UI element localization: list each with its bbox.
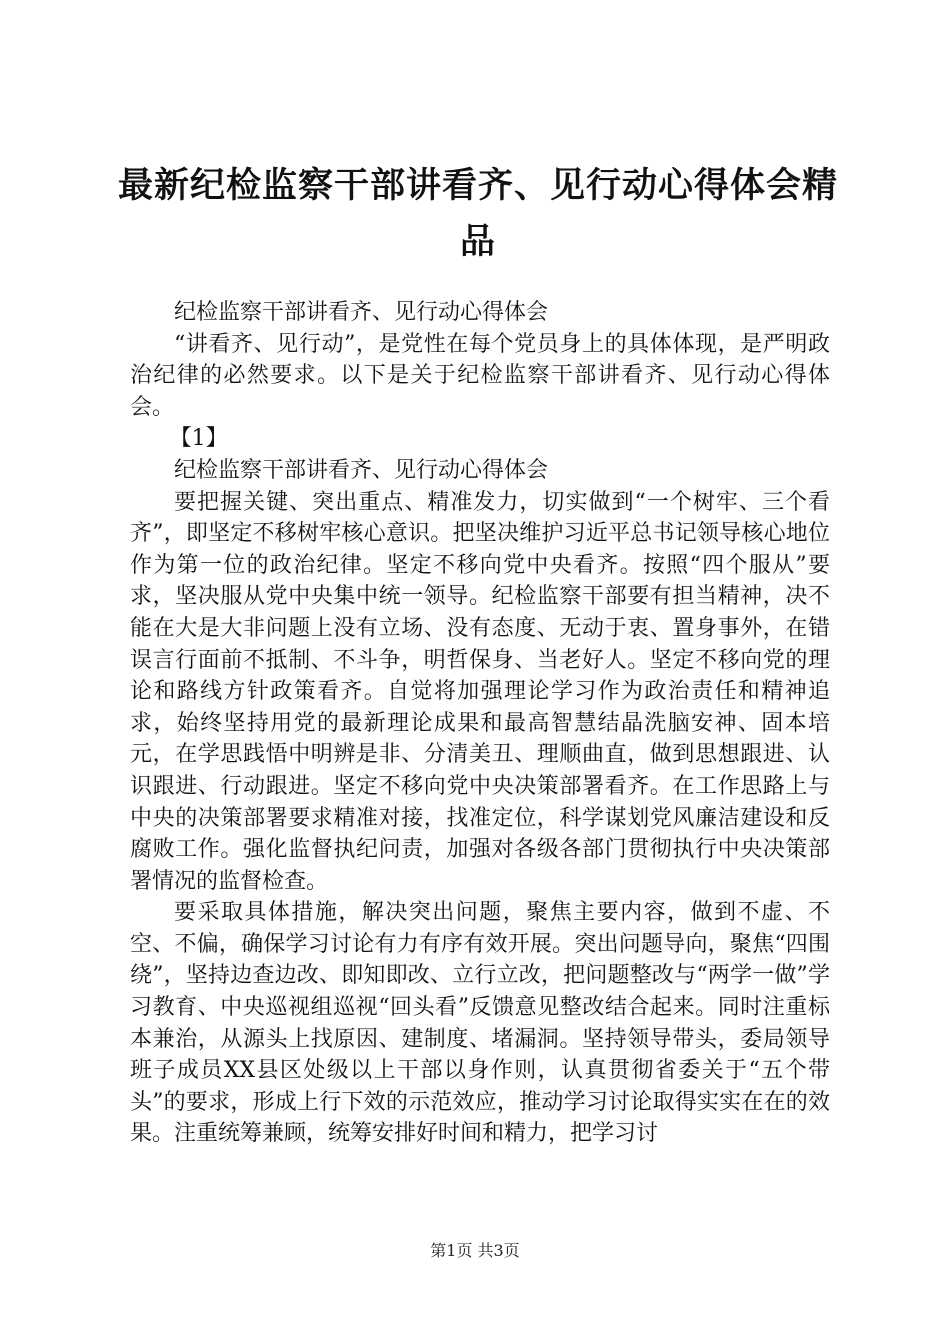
document-body: [130, 297, 830, 1150]
document-title: 最新纪检监察干部讲看齐、见行动心得体会精品: [118, 166, 839, 262]
intro-paragraph: “讲看齐、见行动”，是党性在每个党员身上的具体体现，是严明政治纪律的必然要求。以下是关于纪检监察干部讲看齐、见行动心得体会。: [130, 331, 830, 420]
subtitle-paragraph: 纪检监察干部讲看齐、见行动心得体会: [174, 300, 549, 325]
body-paragraph: 要采取具体措施，解决突出问题，聚焦主要内容，做到不虚、不空、不偏，确保学习讨论有力有序有效开展。突出问题导向，聚焦“四围绕”，坚持边查边改、即知即改、立行立改，把问题整改与“两学一做”学习教育、中央巡视组巡视“回头看”反馈意见整改结合起来。同时注重标本兼治，从源头上找原因、建制度、堵漏洞。坚持领导带头，委局领导班子成员XX县区处级以上干部以身作则，认真贯彻省委关于“五个带头”的要求，形成上行下效的示范效应，推动学习讨论取得实实在在的效果。注重统筹兼顾，统筹安排好时间和精力，把学习讨: [130, 900, 830, 1147]
section-marker: 【1】: [169, 426, 228, 452]
section-heading: 纪检监察干部讲看齐、见行动心得体会: [174, 457, 549, 483]
body-paragraph: 要把握关键、突出重点、精准发力，切实做到“一个树牢、三个看齐”，即坚定不移树牢核心意识。把坚决维护习近平总书记领导核心地位作为第一位的政治纪律。坚定不移向党中央看齐。按照“四个服从”要求，坚决服从党中央集中统一领导。纪检监察干部要有担当精神，决不能在大是大非问题上没有立场、没有态度、无动于衷、置身事外，在错误言行面前不抵制、不斗争，明哲保身、当老好人。坚定不移向党的理论和路线方针政策看齐。自觉将加强理论学习作为政治责任和精神追求，始终坚持用党的最新理论成果和最高智慧结晶洗脑安神、固本培元，在学思践悟中明辨是非、分清美丑、理顺曲直，做到思想跟进、认识跟进、行动跟进。坚定不移向党中央决策部署看齐。在工作思路上与中央的决策部署要求精准对接，找准定位，科学谋划党风廉洁建设和反腐败工作。强化监督执纪问责，加强对各级各部门贯彻执行中央决策部署情况的监督检查。: [130, 489, 830, 894]
page-footer: 第1页 共3页: [430, 1241, 520, 1260]
